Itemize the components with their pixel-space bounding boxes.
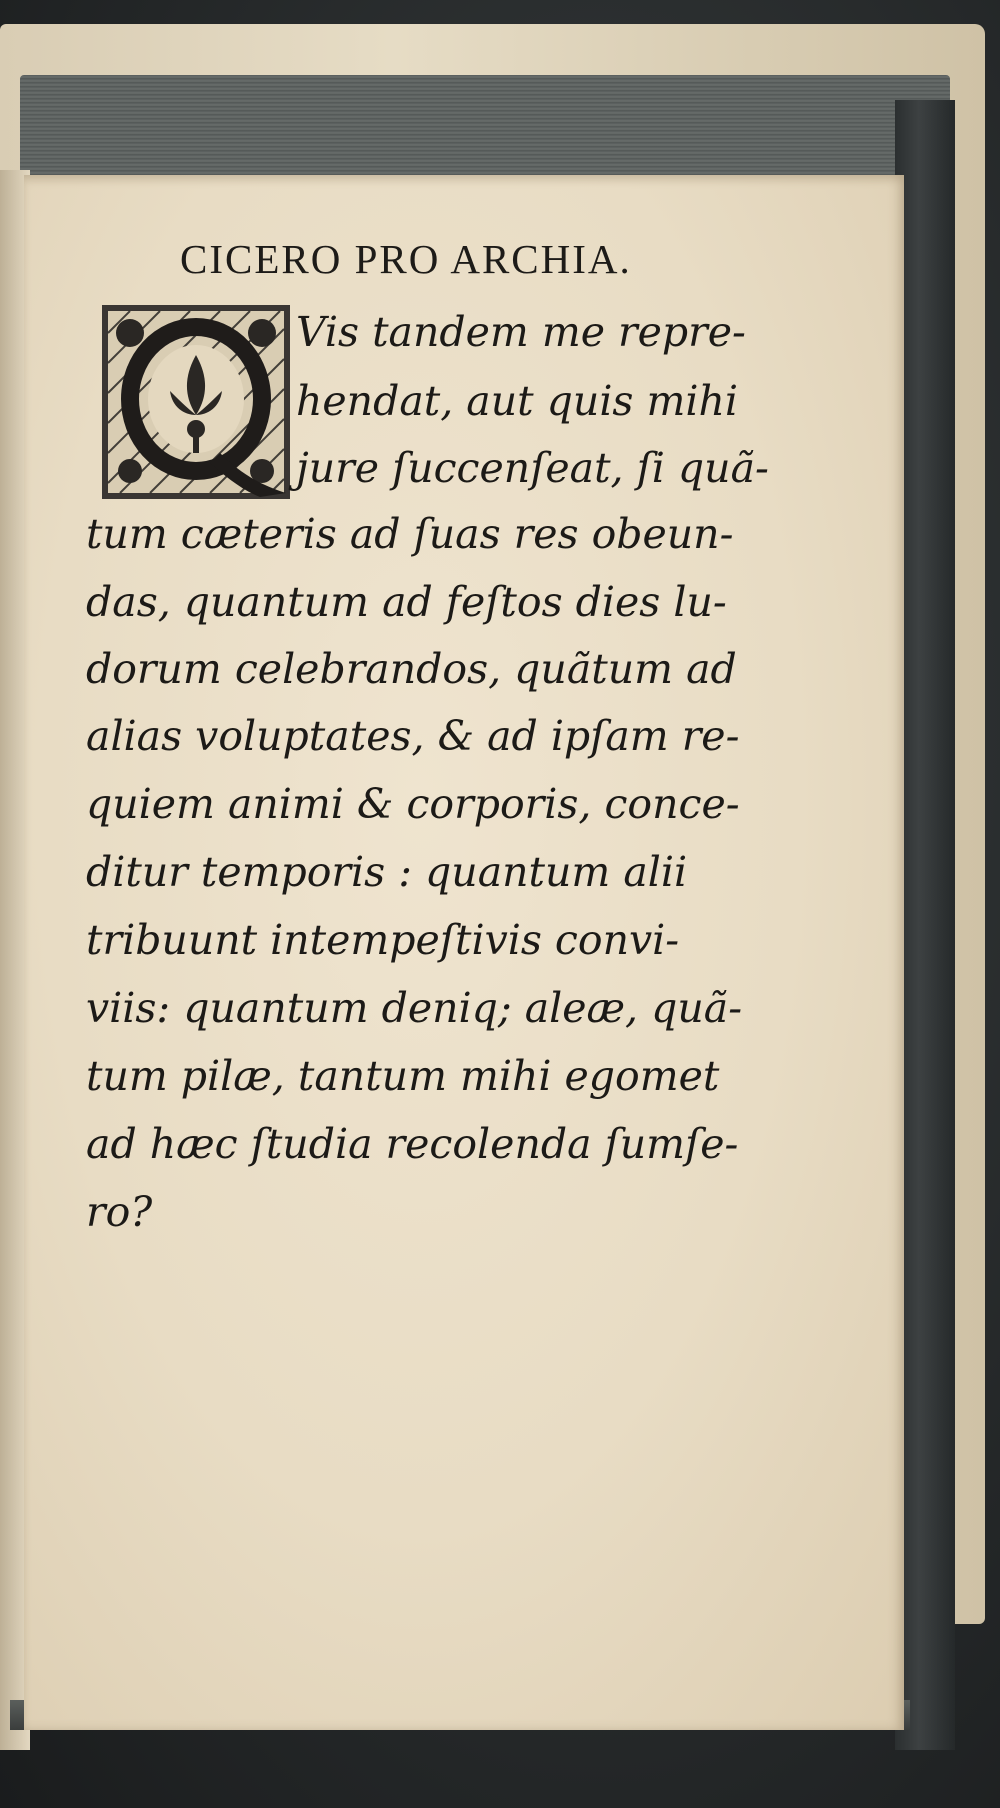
text-line: tum cæteris ad ſuas res obeun- [86,510,734,558]
text-line: hendat, aut quis mihi [296,377,739,425]
text-line: das, quantum ad feſtos dies lu- [86,578,727,626]
page-edges-top [20,75,950,185]
text-line: dorum celebrandos, quãtum ad [86,645,737,693]
text-line: tum pilæ, tantum mihi egomet [86,1052,720,1100]
text-line: tribuunt intempeſtivis convi- [86,916,680,964]
text-line: quiem animi & corporis, conce- [86,780,740,828]
text-line: ditur temporis : quantum alii [86,848,688,896]
text-line: jure ſuccenſeat, ſi quã- [296,444,769,492]
text-line: viis: quantum deniq; aleæ, quã- [86,984,743,1032]
page-edges-right [895,100,955,1750]
running-head: CICERO PRO ARCHIA. [180,236,632,282]
text-line: Vis tandem me repre- [296,308,746,356]
decorated-initial-q [100,303,292,501]
text-line: ad hæc ſtudia recolenda ſumſe- [86,1120,739,1168]
text-line: alias voluptates, & ad ipſam re- [86,712,740,760]
text-line: ro? [86,1188,153,1236]
